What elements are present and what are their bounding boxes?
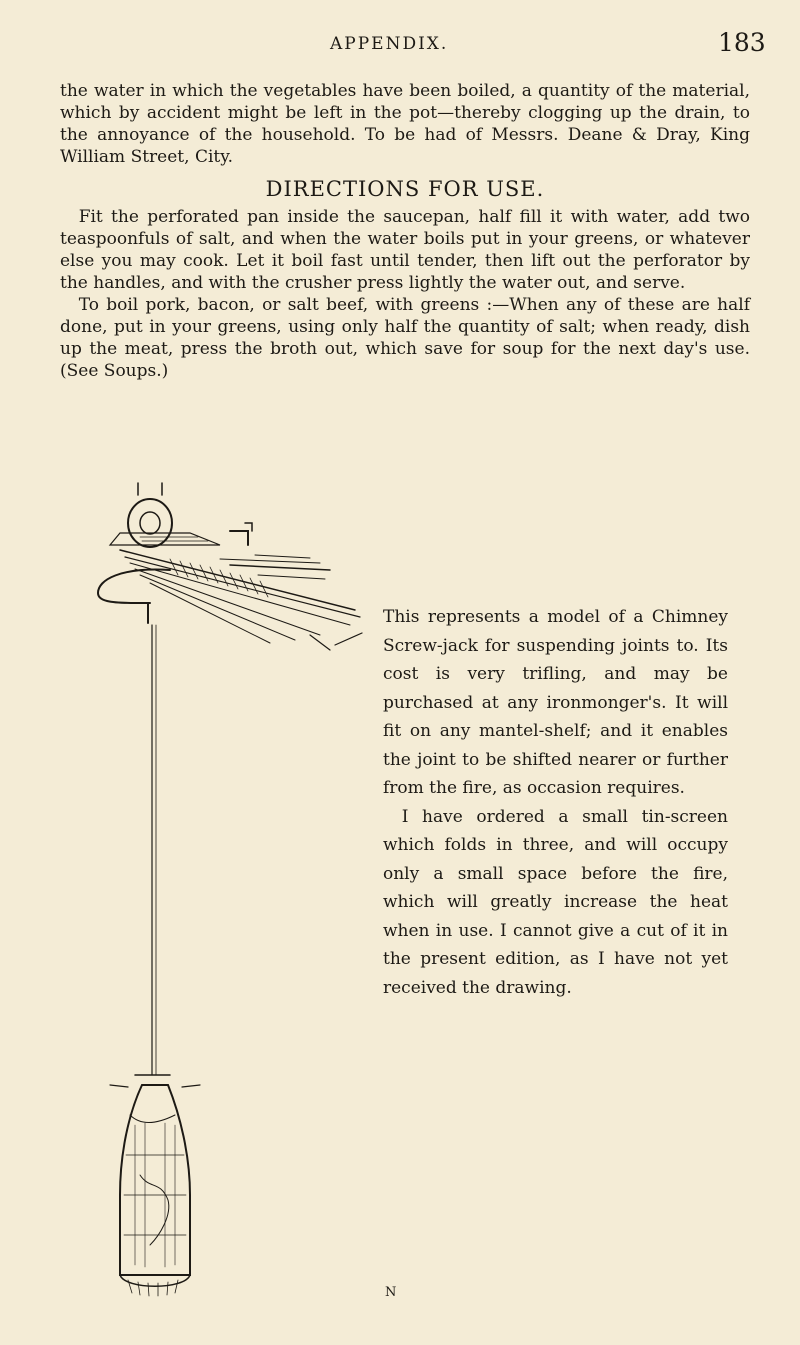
body-text: [60, 80, 750, 382]
signature-mark: N: [385, 1285, 397, 1300]
figure-caption: [383, 603, 728, 1002]
caption-tin-screen: I have ordered a small tin-screen which folds in three, and will occupy only a small space before the fire, which will greatly increase the heat when in use. I cannot give a cut of it in the present edition, as I have not yet received the drawing.: [383, 806, 728, 998]
chimney-screw-jack-illustration-icon: [80, 475, 380, 1315]
paragraph-pork-bacon: To boil pork, bacon, or salt beef, with greens :—When any of these are half done, put in your greens, using only half the quantity of salt; when ready, dish up the meat, press the broth out, which save for soup for the next day's use. (See Soups.): [60, 295, 750, 381]
running-head: [0, 30, 800, 60]
paragraph-directions: Fit the perforated pan inside the saucepan, half fill it with water, add two teaspoonfuls of salt, and when the water boils put in your greens, or whatever else you may cook. Let it boil fast until tender, then lift out the perforator by the handles, and with the crusher press lightly the water out, and serve.: [60, 207, 750, 293]
paragraph-continued: the water in which the vegetables have been boiled, a quantity of the material, which by accident might be left in the pot—thereby clogging up the drain, to the annoyance of the household. To be had of Messrs. Deane & Dray, King William Street, City.: [60, 81, 750, 167]
section-heading: DIRECTIONS FOR USE.: [265, 177, 545, 201]
running-head-title: APPENDIX.: [330, 34, 449, 54]
page-number: 183: [718, 28, 766, 57]
caption-screw-jack: This represents a model of a Chimney Screw-jack for suspending joints to. Its cost is very trifling, and may be purchased at any ironmonger's. It will fit on any mantel-shelf; and it enables the joint to be shifted nearer or further from the fire, as occasion requires.: [383, 607, 728, 798]
